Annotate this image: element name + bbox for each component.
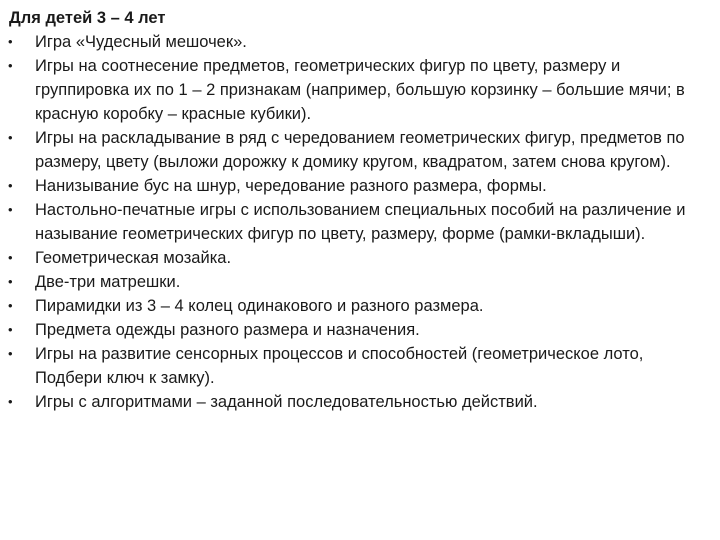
bullet-icon: •: [8, 394, 13, 409]
list-item-text: Пирамидки из 3 – 4 колец одинакового и разного размера.: [35, 297, 484, 315]
list-item: [8, 294, 712, 318]
list-item-text: Игры на развитие сенсорных процессов и способностей (геометрическое лото, Подбери ключ к замку).: [35, 345, 644, 387]
list-item-text: Две-три матрешки.: [35, 273, 181, 291]
list-item: [8, 390, 712, 414]
list-item-text: Предмета одежды разного размера и назначения.: [35, 321, 420, 339]
list-item-text: Настольно-печатные игры с использованием специальных пособий на различение и называние геометрических фигур по цвету, размеру, форме (рамки-вкладыши).: [35, 201, 686, 243]
game-list: [8, 30, 712, 414]
list-item-text: Игра «Чудесный мешочек».: [35, 33, 247, 51]
list-item-text: Геометрическая мозайка.: [35, 249, 232, 267]
slide-heading: Для детей 3 – 4 лет: [9, 9, 166, 27]
bullet-icon: •: [8, 178, 13, 193]
list-item: [8, 318, 712, 342]
bullet-icon: •: [8, 58, 13, 73]
list-item-text: Игры на раскладывание в ряд с чередованием геометрических фигур, предметов по размеру, цвету (выложи дорожку к домику кругом, квадратом, затем снова кругом).: [35, 129, 685, 171]
bullet-icon: •: [8, 250, 13, 265]
list-item: [8, 174, 712, 198]
list-item: [8, 198, 712, 246]
list-item-text: Игры на соотнесение предметов, геометрических фигур по цвету, размеру и группировка их по 1 – 2 признакам (например, большую корзинку – большие мячи; в красную коробку – красные кубики).: [35, 57, 685, 123]
bullet-icon: •: [8, 322, 13, 337]
bullet-icon: •: [8, 34, 13, 49]
list-item: [8, 126, 712, 174]
list-item: [8, 246, 712, 270]
list-item: [8, 270, 712, 294]
bullet-icon: •: [8, 274, 13, 289]
list-item: [8, 342, 712, 390]
bullet-icon: •: [8, 346, 13, 361]
bullet-icon: •: [8, 130, 13, 145]
bullet-icon: •: [8, 202, 13, 217]
list-item-text: Игры с алгоритмами – заданной последовательностью действий.: [35, 393, 538, 411]
list-item: [8, 30, 712, 54]
list-item-text: Нанизывание бус на шнур, чередование разного размера, формы.: [35, 177, 547, 195]
list-item: [8, 54, 712, 126]
bullet-icon: •: [8, 298, 13, 313]
